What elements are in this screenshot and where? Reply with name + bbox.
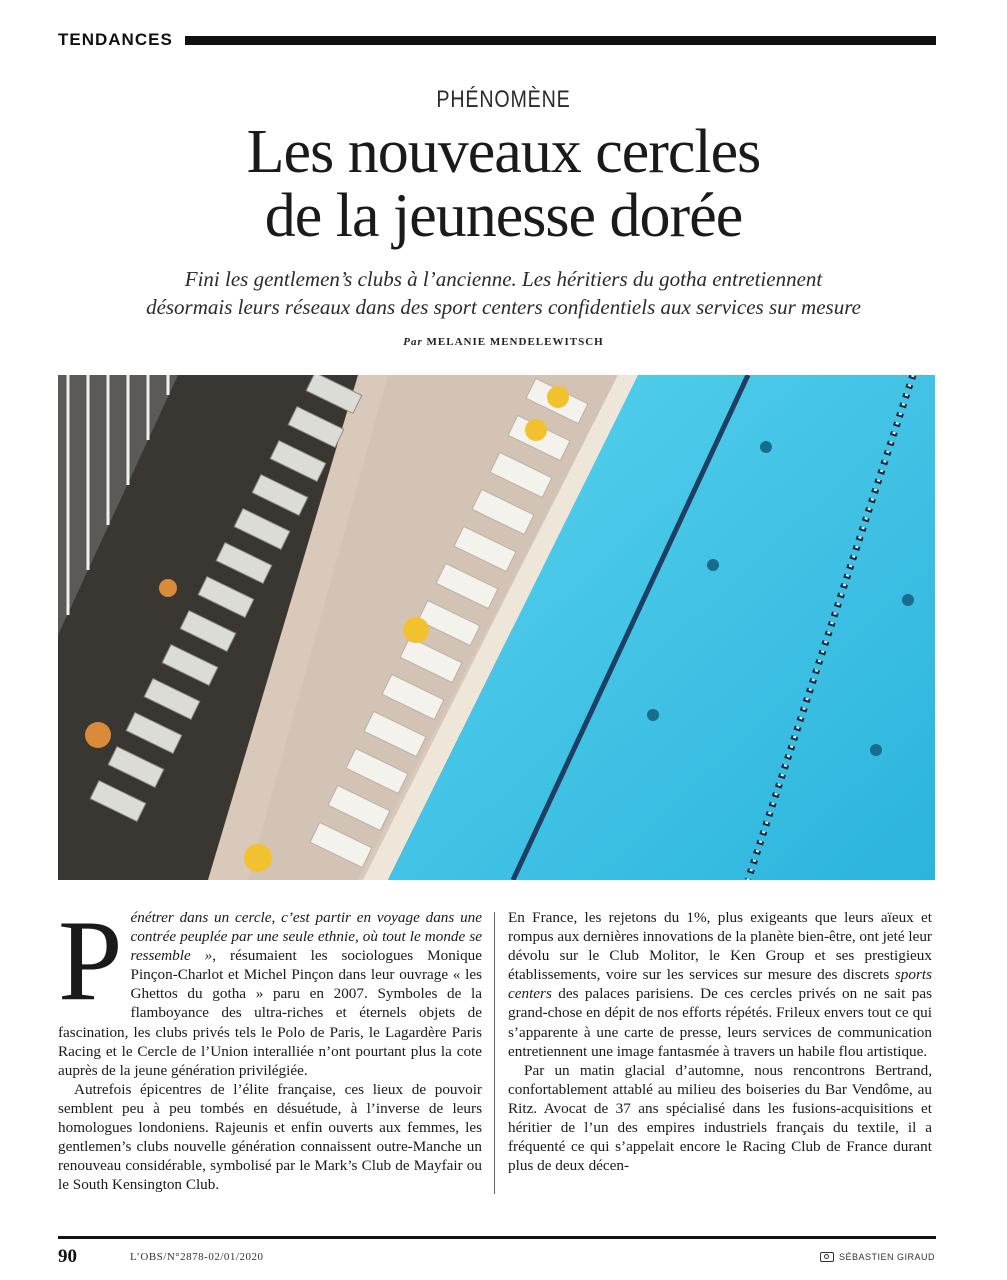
paragraph-3-italic: sports centers — [508, 966, 932, 1003]
camera-icon — [820, 1252, 834, 1262]
footer-rule — [58, 1236, 936, 1239]
byline — [0, 336, 1007, 348]
section-header — [58, 30, 936, 50]
article-headline — [0, 120, 1007, 248]
section-rule — [185, 36, 936, 45]
body-paragraph-1 — [58, 897, 483, 1080]
body-paragraph-2: Autrefois épicentres de l’élite française, ces lieux de pouvoir semblent peu à peu tombés en désuétude, à l’inverse de leurs homologues londoniens. Rajeunis et enfin ouverts aux femmes, les gentlemen’s clubs nouvelle génération connaissent outre-Manche un renouveau considérable, symbolisé par le Mark’s Club de Mayfair ou le South Kensington Club. — [58, 1080, 482, 1194]
issue-info: L’OBS/N°2878-02/01/2020 — [130, 1251, 264, 1263]
photo-credit-name: SÉBASTIEN GIRAUD — [838, 1252, 935, 1262]
headline-line-2: de la jeunesse dorée — [264, 182, 743, 250]
page-number: 90 — [58, 1246, 77, 1267]
body-column-right — [508, 908, 932, 1175]
opening-quote: énétrer dans un cercle, c’est partir en voyage dans une contrée peuplée par une seule ethnie, où tout le monde se ressemble » — [130, 909, 482, 965]
article-deck — [60, 265, 947, 321]
deck-line-2: désormais leurs réseaux dans des sport centers confidentiels aux services sur mesure — [146, 295, 861, 319]
deck-line-1: Fini les gentlemen’s clubs à l’ancienne. Les héritiers du gotha entretiennent — [184, 267, 823, 291]
photo-credit — [820, 1252, 935, 1262]
pool-with-sun-loungers-icon — [58, 375, 935, 880]
body-column-left — [58, 897, 483, 1194]
body-paragraph-3 — [508, 908, 932, 1061]
paragraph-1-rest: , résumaient les sociologues Monique Pinçon-Charlot et Michel Pinçon dans leur ouvrage « les Ghettos du gotha » paru en 2007. Symboles de la flamboyance des ultra-riches et éternels objets de fascination, les clubs privés tels le Polo de Paris, le Lagardère Paris Racing et le Cercle de l’Union interalliée n’ont pourtant plus la cote auprès de la jeune génération privilégiée. — [58, 947, 483, 1079]
byline-prefix: Par — [403, 336, 423, 348]
headline-line-1: Les nouveaux cercles — [246, 118, 761, 186]
article-photo — [58, 375, 935, 880]
paragraph-3-part-1: En France, les rejetons du 1%, plus exigeants que leurs aïeux et rompus aux dernières innovations de la planète bien-être, ont jeté leur dévolu sur le Club Molitor, le Ken Group et ses prestigieux établissements, voire sur les services sur mesure des discrets — [508, 909, 932, 984]
drop-cap: P — [58, 897, 123, 1025]
byline-author: MELANIE MENDELEWITSCH — [426, 336, 604, 348]
section-label: TENDANCES — [58, 30, 173, 49]
article-kicker: PHÉNOMÈNE — [436, 86, 571, 113]
column-divider — [494, 912, 495, 1194]
paragraph-3-part-2: des palaces parisiens. De ces cercles privés on ne sait pas grand-chose en dépit de nos efforts répétés. Frileux envers tout ce qui s’apparente à une carte de presse, leurs services de communication entretiennent une image fantasmée à travers un habile flou artistique. — [508, 985, 932, 1060]
body-paragraph-4: Par un matin glacial d’automne, nous rencontrons Bertrand, confortablement attablé au milieu des boiseries du Bar Vendôme, au Ritz. Avocat de 37 ans spécialisé dans les fusions-acquisitions et héritier de l’un des empires industriels français du textile, il a fréquenté ce qui s’appelait encore le Racing Club de France durant plus de deux décen- — [508, 1061, 932, 1175]
